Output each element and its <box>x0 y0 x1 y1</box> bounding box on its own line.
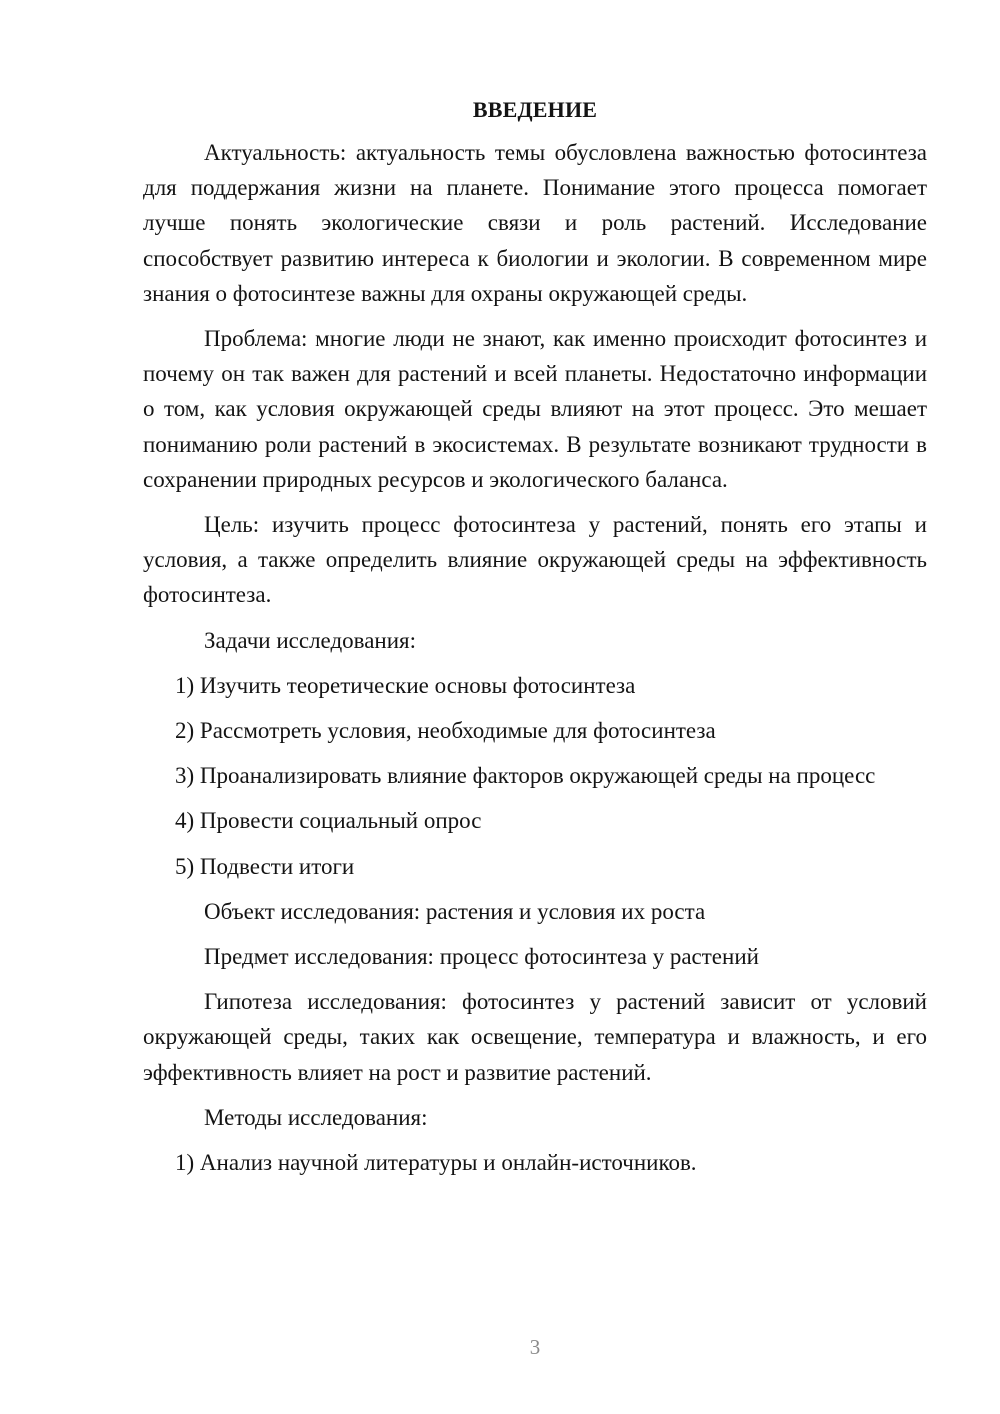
methods-heading: Методы исследования: <box>204 1104 428 1130</box>
task-item-5: 5) Подвести итоги <box>175 853 355 879</box>
tasks-heading: Задачи исследования: <box>204 627 417 653</box>
relevance-paragraph: Актуальность: актуальность темы обусловлена важностью фотосинтеза для поддержания жизни на планете. Понимание этого процесса помогает лучше понять экологические связи и роль растений. Исследование способствует развитию интереса к биологии и экологии. В современном мире знания о фотосинтезе важны для охраны окружающей среды. <box>143 140 927 306</box>
problem-paragraph: Проблема: многие люди не знают, как именно происходит фотосинтез и почему он так важен для растений и всей планеты. Недостаточно информации о том, как условия окружающей среды влияют на этот процесс. Это мешает пониманию роли растений в экосистемах. В результате возникают трудности в сохранении природных ресурсов и экологического баланса. <box>143 326 927 492</box>
research-subject: Предмет исследования: процесс фотосинтеза у растений <box>204 943 759 969</box>
method-item-1: 1) Анализ научной литературы и онлайн-источников. <box>175 1149 697 1175</box>
section-title: ВВЕДЕНИЕ <box>472 97 598 122</box>
task-item-3: 3) Проанализировать влияние факторов окружающей среды на процесс <box>175 763 876 789</box>
task-item-4: 4) Провести социальный опрос <box>175 808 482 834</box>
task-item-1: 1) Изучить теоретические основы фотосинтеза <box>175 672 636 698</box>
research-object: Объект исследования: растения и условия их роста <box>204 898 706 924</box>
goal-paragraph: Цель: изучить процесс фотосинтеза у растений, понять его этапы и условия, а также определить влияние окружающей среды на эффективность фотосинтеза. <box>143 512 927 608</box>
task-item-2: 2) Рассмотреть условия, необходимые для фотосинтеза <box>175 718 716 744</box>
page-number: 3 <box>529 1335 541 1359</box>
page-content <box>143 92 927 1180</box>
hypothesis-paragraph: Гипотеза исследования: фотосинтез у растений зависит от условий окружающей среды, таких как освещение, температура и влажность, и его эффективность влияет на рост и развитие растений. <box>143 989 927 1085</box>
